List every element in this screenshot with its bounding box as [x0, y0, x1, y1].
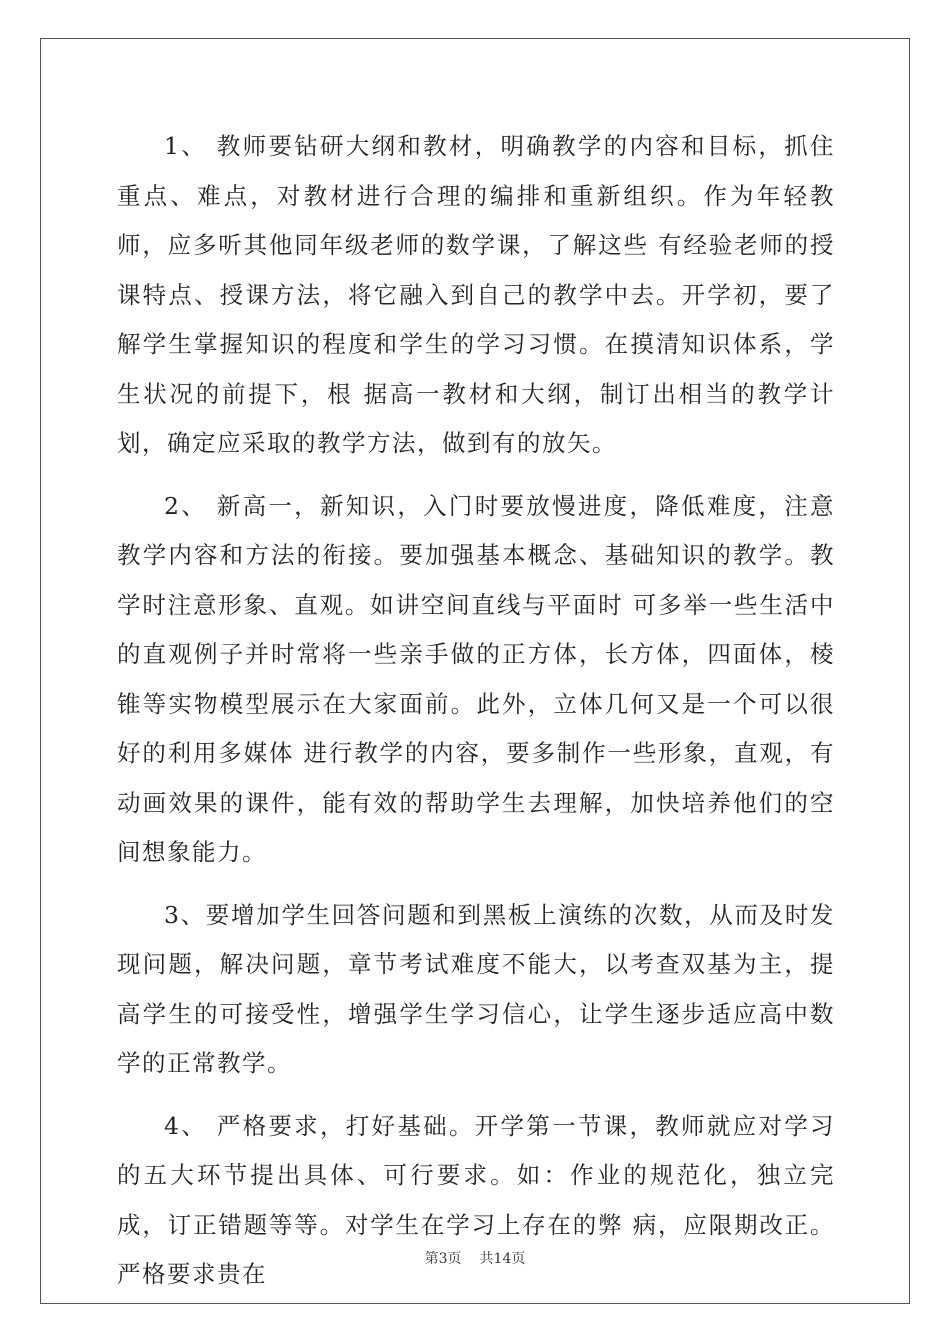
document-body: [117, 122, 835, 1313]
paragraph-1: 1、 教师要钻研大纲和教材，明确教学的内容和目标，抓住重点、难点，对教材进行合理的编排和重新组织。作为年轻教师，应多听其他同年级老师的数学课，了解这些 有经验老师的授课特点、授课方法，将它融入到自己的教学中去。开学初，要了解学生掌握知识的程度和学生的学习习惯。在摸清知识体系，学生状况的前提下，根 据高一教材和大纲，制订出相当的教学计划，确定应采取的教学方法，做到有的放矢。: [117, 132, 835, 457]
page-number: 第3页: [424, 1251, 462, 1267]
paragraph-2: 2、 新高一，新知识，入门时要放慢进度，降低难度，注意教学内容和方法的衔接。要加强基本概念、基础知识的教学。教学时注意形象、直观。如讲空间直线与平面时 可多举一些生活中的直观例子并时常将一些亲手做的正方体，长方体，四面体，棱锥等实物模型展示在大家面前。此外，立体几何又是一个可以很好的利用多媒体 进行教学的内容，要多制作一些形象，直观，有动画效果的课件，能有效的帮助学生去理解，加快培养他们的空间想象能力。: [117, 491, 835, 866]
paragraph-4: 4、 严格要求，打好基础。开学第一节课，教师就应对学习的五大环节提出具体、可行要求。如：作业的规范化，独立完成，订正错题等等。对学生在学习上存在的弊 病，应限期改正。严格要求贵在: [117, 1111, 835, 1288]
paragraph-3: 3、要增加学生回答问题和到黑板上演练的次数，从而及时发现问题，解决问题，章节考试难度不能大，以考查双基为主，提高学生的可接受性，增强学生学习信心，让学生逐步适应高中数学的正常教学。: [117, 900, 835, 1077]
page-footer: [0, 1248, 950, 1268]
page-total: 共14页: [479, 1251, 526, 1267]
